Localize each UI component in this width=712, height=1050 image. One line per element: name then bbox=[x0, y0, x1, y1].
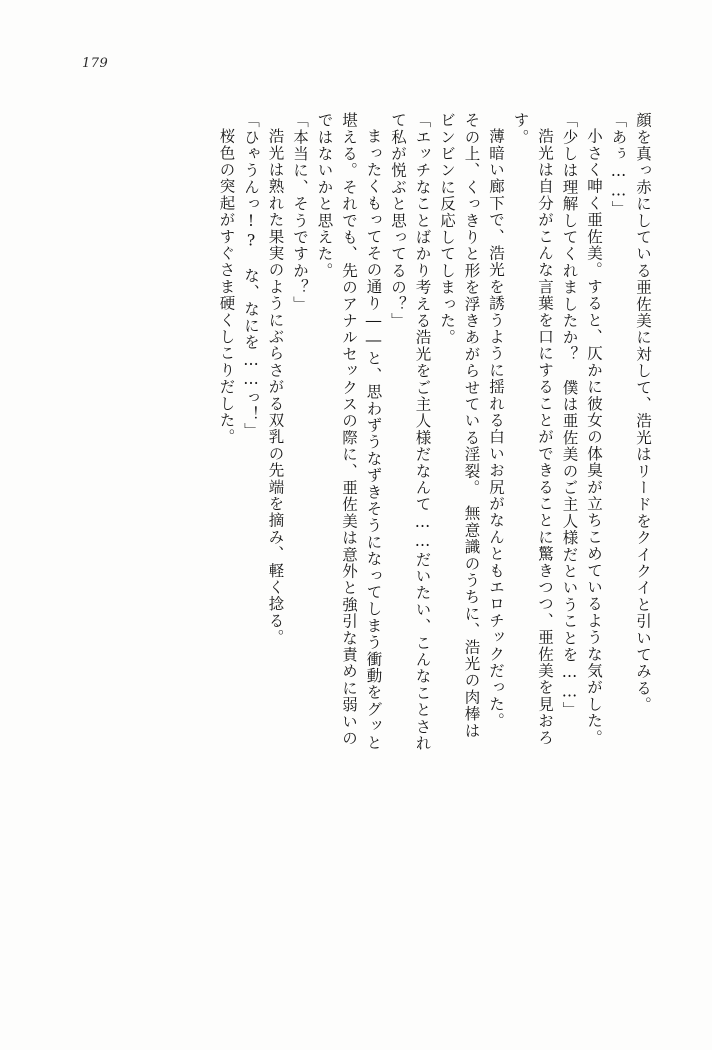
text-line: 浩光は自分がこんな言葉を口にすることができることに驚きつつ、亜佐美を見おろ bbox=[536, 128, 554, 746]
page-number: 179 bbox=[82, 56, 109, 71]
body-text-block bbox=[50, 112, 650, 992]
text-line: ビンビンに反応してしまった。 bbox=[438, 112, 456, 346]
text-line: 小さく呻く亜佐美。すると、仄かに彼女の体臭が立ちこめているような気がした。 bbox=[585, 128, 603, 746]
text-line: 「本当に、そうですか？」 bbox=[291, 112, 309, 313]
text-line: 「少しは理解してくれましたか？ 僕は亜佐美のご主人様だということを……」 bbox=[560, 112, 579, 719]
text-line: ではないかと思えた。 bbox=[315, 112, 334, 279]
text-line: 「ひゃうんっ!? な、なにを……っ！」 bbox=[242, 112, 260, 440]
text-line: 顔を真っ赤にしている亜佐美に対して、浩光はリードをクイクイと引いてみる。 bbox=[634, 112, 652, 714]
text-line: 「エッチなことばかり考える浩光をご主人様だなんて……だいたい、こんなことされ bbox=[413, 112, 432, 752]
text-line: 薄暗い廊下で、浩光を誘うように揺れる白いお尻がなんともエロチックだった。 bbox=[487, 128, 505, 730]
text-line: その上、くっきりと形を浮きあがらせている淫裂。 無意識のうちに、浩光の肉棒は bbox=[462, 112, 481, 739]
text-line: 堪える。それでも、先のアナルセックスの際に、亜佐美は意外と強引な責めに弱いの bbox=[340, 112, 358, 747]
text-line: す。 bbox=[511, 112, 530, 146]
text-line: 浩光は熟れた果実のようにぶらさがる双乳の先端を摘み、軽く捻る。 bbox=[266, 128, 285, 646]
text-line: 「あぅ……」 bbox=[609, 112, 628, 218]
text-line: まったくもってその通り――と、思わずうなずきそうになってしまう衝動をグッと bbox=[364, 128, 383, 751]
text-line: て私が悦ぶと思ってるの？」 bbox=[389, 112, 407, 330]
text-line: 桜色の突起がすぐさま硬くしこりだした。 bbox=[217, 128, 236, 446]
